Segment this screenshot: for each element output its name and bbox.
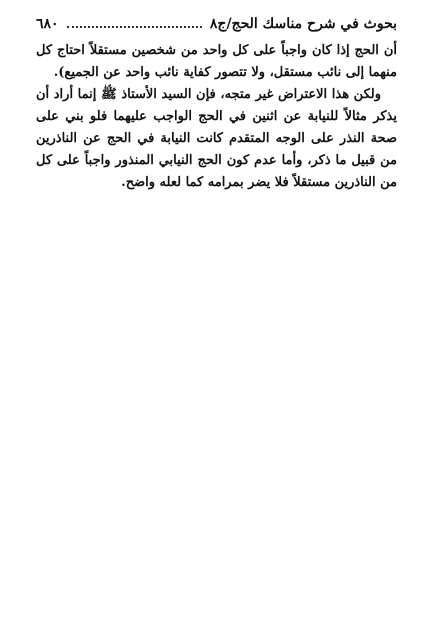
page-header — [36, 12, 397, 36]
running-title: بحوث في شرح مناسك الحج/ج٨ — [209, 16, 397, 32]
paragraph-1: أن الحج إذا كان واجباً على كل واحد من شخصين مستقلاً احتاج كل منهما إلى نائب مستقل، ولا تتصور كفاية نائب واحد عن الجميع). — [36, 43, 397, 80]
body-text — [36, 40, 397, 194]
page-number: ٦٨٠ — [36, 16, 59, 32]
dotted-leader — [67, 26, 202, 28]
paragraph-2: ولكن هذا الاعتراض غير متجه، فإن السيد الأستاذ ﷺ إنما أراد أن يذكر مثالاً للنيابة عن اثنين في الحج الواجب عليهما فلو بني على صحة النذر على الوجه المتقدم كانت النيابة في الحج عن الناذرين من قبيل ما ذكر، وأما عدم كون الحج النيابي المنذور واجباً على كل من الناذرين مستقلاً فلا يضر بمرامه كما لعله واضح. — [36, 87, 397, 190]
